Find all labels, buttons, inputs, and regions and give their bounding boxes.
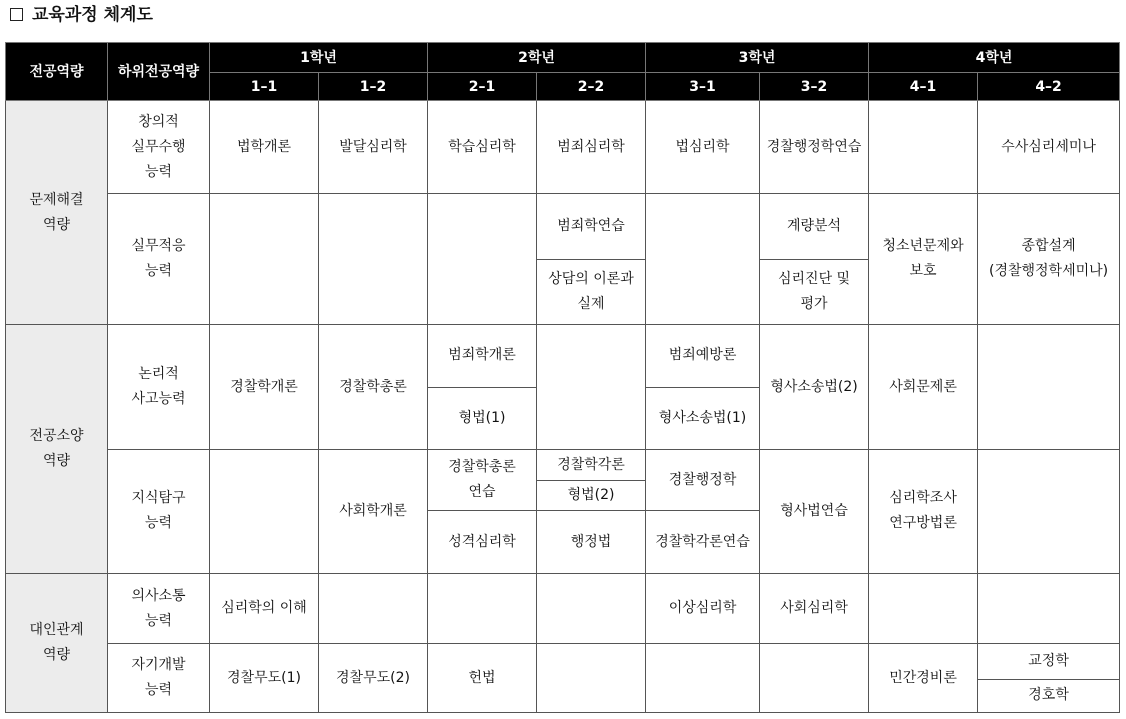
course-cell: 경찰행정학 [646, 449, 760, 510]
sub-competency-logical: 논리적 사고능력 [108, 325, 210, 450]
course-cell: 경찰학개론 [210, 325, 319, 450]
course-cell: 형사법연습 [760, 449, 869, 573]
course-cell: 성격심리학 [428, 511, 537, 573]
course-cell: 사회심리학 [760, 573, 869, 644]
empty-cell [319, 573, 428, 644]
empty-cell [978, 449, 1120, 573]
empty-cell [869, 573, 978, 644]
header-year-4: 4학년 [869, 43, 1120, 73]
course-cell: 심리진단 및 평가 [760, 259, 869, 324]
empty-cell [537, 325, 646, 450]
course-cell: 형사소송법(2) [760, 325, 869, 450]
header-year-3: 3학년 [646, 43, 869, 73]
course-cell: 수사심리세미나 [978, 101, 1120, 194]
header-semester-2-1: 2–1 [428, 73, 537, 101]
empty-cell [760, 644, 869, 713]
sub-competency-knowledge: 지식탐구 능력 [108, 449, 210, 573]
page-title [10, 2, 153, 28]
header-semester-3-2: 3–2 [760, 73, 869, 101]
empty-cell [210, 449, 319, 573]
empty-cell [978, 325, 1120, 450]
header-year-2: 2학년 [428, 43, 646, 73]
page-title-text: 교육과정 체계도 [32, 5, 153, 25]
course-cell: 범죄예방론 [646, 325, 760, 387]
course-cell: 경찰학총론 [319, 325, 428, 450]
header-semester-3-1: 3–1 [646, 73, 760, 101]
sub-competency-creative: 창의적 실무수행 능력 [108, 101, 210, 194]
course-cell: 범죄심리학 [537, 101, 646, 194]
course-cell: 심리학의 이해 [210, 573, 319, 644]
sub-competency-practical: 실무적응 능력 [108, 194, 210, 325]
empty-cell [646, 644, 760, 713]
empty-cell [978, 573, 1120, 644]
course-cell: 형법(1) [428, 387, 537, 449]
checkbox-square-icon [10, 8, 23, 21]
course-cell: 범죄학연습 [537, 194, 646, 259]
header-sub-competency: 하위전공역량 [108, 43, 210, 101]
course-cell: 행정법 [537, 511, 646, 573]
header-semester-4-1: 4–1 [869, 73, 978, 101]
course-cell: 형사소송법(1) [646, 387, 760, 449]
course-cell: 경찰학각론연습 [646, 511, 760, 573]
competency-interpersonal: 대인관계 역량 [6, 573, 108, 712]
course-cell: 사회학개론 [319, 449, 428, 573]
header-semester-1-1: 1–1 [210, 73, 319, 101]
course-cell: 사회문제론 [869, 325, 978, 450]
course-cell: 계량분석 [760, 194, 869, 259]
empty-cell [537, 573, 646, 644]
empty-cell [428, 194, 537, 325]
header-year-1: 1학년 [210, 43, 428, 73]
empty-cell [319, 194, 428, 325]
empty-cell [537, 644, 646, 713]
empty-cell [869, 101, 978, 194]
course-cell: 이상심리학 [646, 573, 760, 644]
empty-cell [210, 194, 319, 325]
curriculum-table [5, 42, 1120, 713]
course-cell: 학습심리학 [428, 101, 537, 194]
course-cell: 범죄학개론 [428, 325, 537, 387]
course-cell: 형법(2) [537, 481, 646, 511]
header-semester-4-2: 4–2 [978, 73, 1120, 101]
course-cell: 교정학 [978, 644, 1120, 679]
empty-cell [428, 573, 537, 644]
course-cell: 법학개론 [210, 101, 319, 194]
course-cell: 경찰무도(2) [319, 644, 428, 713]
course-cell: 경호학 [978, 679, 1120, 712]
header-competency: 전공역량 [6, 43, 108, 101]
course-cell: 민간경비론 [869, 644, 978, 713]
header-semester-2-2: 2–2 [537, 73, 646, 101]
course-cell: 종합설계 (경찰행정학세미나) [978, 194, 1120, 325]
empty-cell [646, 194, 760, 325]
header-semester-1-2: 1–2 [319, 73, 428, 101]
course-cell: 경찰무도(1) [210, 644, 319, 713]
course-cell: 청소년문제와 보호 [869, 194, 978, 325]
course-cell: 발달심리학 [319, 101, 428, 194]
course-cell: 법심리학 [646, 101, 760, 194]
sub-competency-communication: 의사소통 능력 [108, 573, 210, 644]
sub-competency-self-dev: 자기개발 능력 [108, 644, 210, 713]
course-cell: 경찰학각론 [537, 449, 646, 480]
course-cell: 상담의 이론과 실제 [537, 259, 646, 324]
course-cell: 헌법 [428, 644, 537, 713]
course-cell: 경찰행정학연습 [760, 101, 869, 194]
course-cell: 경찰학총론 연습 [428, 449, 537, 510]
course-cell: 심리학조사 연구방법론 [869, 449, 978, 573]
competency-major-literacy: 전공소양 역량 [6, 325, 108, 574]
competency-problem-solving: 문제해결 역량 [6, 101, 108, 325]
